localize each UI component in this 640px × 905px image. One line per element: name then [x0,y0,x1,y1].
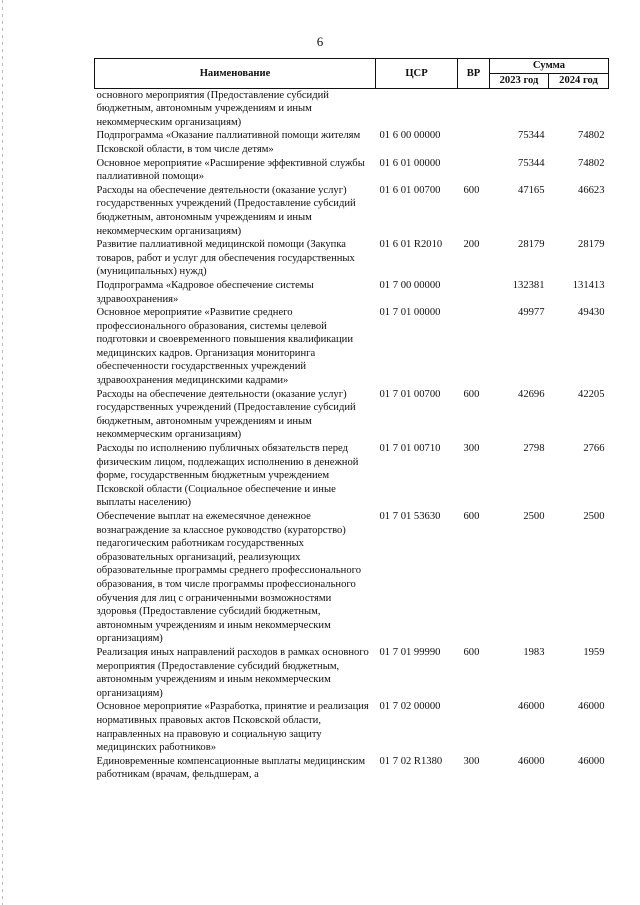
row-name: Расходы на обеспечение деятельности (оказание услуг) государственных учреждений (Предоставление субсидий бюджетным, автономным учреждениям и иным некоммерческим организациям) [96,388,356,441]
row-sum-2023: 75344 [518,157,545,169]
row-csr-code: 01 7 01 00710 [379,443,441,455]
row-sum-2024: 74802 [578,157,605,169]
row-sum-2024: 42205 [578,388,605,400]
row-vr-code: 600 [463,388,480,400]
row-csr-code: 01 6 01 00700 [379,184,441,196]
row-name: Основное мероприятие «Разработка, принятие и реализация нормативных правовых актов Псковской области, направленных на правовую и социальную защиту медицинских работников» [96,701,369,754]
row-name: Единовременные компенсационные выплаты медицинским работникам (врачам, фельдшерам, а [96,755,366,781]
header-year-2024: 2024 год [549,74,609,89]
row-csr-code: 01 6 01 R2010 [379,239,443,251]
row-name: Основное мероприятие «Развитие среднего профессионального образования, системы целевой подготовки и своевременного повышения квалификации медицинских кадров. Организация мониторинга обеспеченности государственных учреждений здравоохранения медицинскими кадрами» [96,307,353,387]
row-vr-code: 600 [463,511,480,522]
row-sum-2024: 28179 [578,239,605,251]
row-vr-code: 600 [463,646,480,658]
header-year-2023: 2023 год [490,74,549,89]
header-sum: Сумма [490,59,609,74]
row-sum-2023: 46000 [518,755,545,767]
row-sum-2023: 28179 [518,239,545,251]
row-vr-code [458,88,490,129]
table-row [95,184,609,238]
row-name: Обеспечение выплат на ежемесячное денежное вознаграждение за классное руководство (кураторство) педагогическим работникам государственных образовательных организаций, реализующих образовательные программы среднего профессионального образования, в том числе программы профессионального обучения для лиц с ограниченными возможностями здоровья (Предоставление субсидий бюджетным, автономным учреждениям и иным некоммерческим организациям) [96,511,362,645]
row-csr-code: 01 7 01 53630 [379,511,441,522]
row-name: Подпрограмма «Кадровое обеспечение системы здравоохранения» [96,279,314,305]
row-sum-2023: 42696 [518,388,545,400]
row-vr-code [458,279,490,306]
table-row [95,388,609,442]
table-row [95,88,609,129]
row-sum-2024: 131413 [572,279,605,291]
row-csr-code: 01 7 01 99990 [379,646,441,658]
row-sum-2024: 2766 [583,443,605,455]
row-csr-code: 01 7 02 00000 [379,701,441,713]
row-csr-code: 01 7 01 00700 [379,388,441,400]
row-sum-2024: 2500 [583,511,605,522]
table-row [95,442,609,510]
page-number: 6 [316,34,324,49]
row-name: Расходы на обеспечение деятельности (оказание услуг) государственных учреждений (Предоставление субсидий бюджетным, автономным учреждениям и иным некоммерческим организациям) [96,184,356,237]
row-name: Расходы по исполнению публичных обязательств перед физическим лицом, подлежащих исполнению в денежной форме, государственным бюджетным учреждением Псковской области (Социальное обеспечение и иные выплаты населению) [96,443,359,509]
table-row [95,306,609,388]
table-row [95,755,609,782]
table-row [95,510,609,646]
budget-table [94,58,609,782]
row-sum-2024: 74802 [578,130,605,142]
row-csr-code: 01 7 02 R1380 [379,755,443,767]
row-vr-code: 300 [463,755,480,767]
row-name: Развитие паллиативной медицинской помощи (Закупка товаров, работ и услуг для обеспечения государственных (муниципальных) нужд) [96,239,355,278]
table-row [95,646,609,700]
row-sum-2024: 46000 [578,701,605,713]
table-row [95,129,609,156]
row-vr-code [458,700,490,754]
row-csr-code [376,88,458,129]
header-name: Наименование [95,59,376,89]
row-sum-2024 [549,88,609,129]
header-csr: ЦСР [376,59,458,89]
row-sum-2023: 47165 [518,184,545,196]
row-name: Основное мероприятие «Расширение эффективной службы паллиативной помощи» [96,157,365,183]
row-name: Подпрограмма «Оказание паллиативной помощи жителям Псковской области, в том числе детям» [96,130,361,155]
row-csr-code: 01 6 01 00000 [379,157,441,169]
row-sum-2023: 1983 [523,646,545,658]
header-vr: ВР [458,59,490,89]
scan-edge [2,0,3,905]
row-csr-code: 01 7 01 00000 [379,307,441,319]
row-name: основного мероприятия (Предоставление субсидий бюджетным, автономным учреждениям и иным некоммерческим организациям) [96,89,329,128]
row-sum-2023: 2798 [523,443,545,455]
row-vr-code: 200 [463,239,480,251]
row-vr-code: 300 [463,443,480,455]
table-row [95,157,609,184]
row-sum-2023: 46000 [518,701,545,713]
row-vr-code: 600 [463,184,480,196]
row-sum-2023: 132381 [512,279,545,291]
table-row [95,279,609,306]
row-vr-code [458,157,490,184]
row-vr-code [458,129,490,156]
row-csr-code: 01 6 00 00000 [379,130,441,142]
row-sum-2023: 75344 [518,130,545,142]
row-name: Реализация иных направлений расходов в рамках основного мероприятия (Предоставление субсидий бюджетным, автономным учреждениям и иным некоммерческим организациям) [96,646,369,699]
row-sum-2024: 49430 [578,307,605,319]
row-sum-2023 [490,88,549,129]
table-row [95,238,609,279]
row-sum-2023: 2500 [523,511,545,522]
row-csr-code: 01 7 00 00000 [379,279,441,291]
row-sum-2024: 46623 [578,184,605,196]
row-sum-2024: 1959 [583,646,605,658]
row-sum-2023: 49977 [518,307,545,319]
row-sum-2024: 46000 [578,755,605,767]
table-row [95,700,609,754]
row-vr-code [458,306,490,388]
